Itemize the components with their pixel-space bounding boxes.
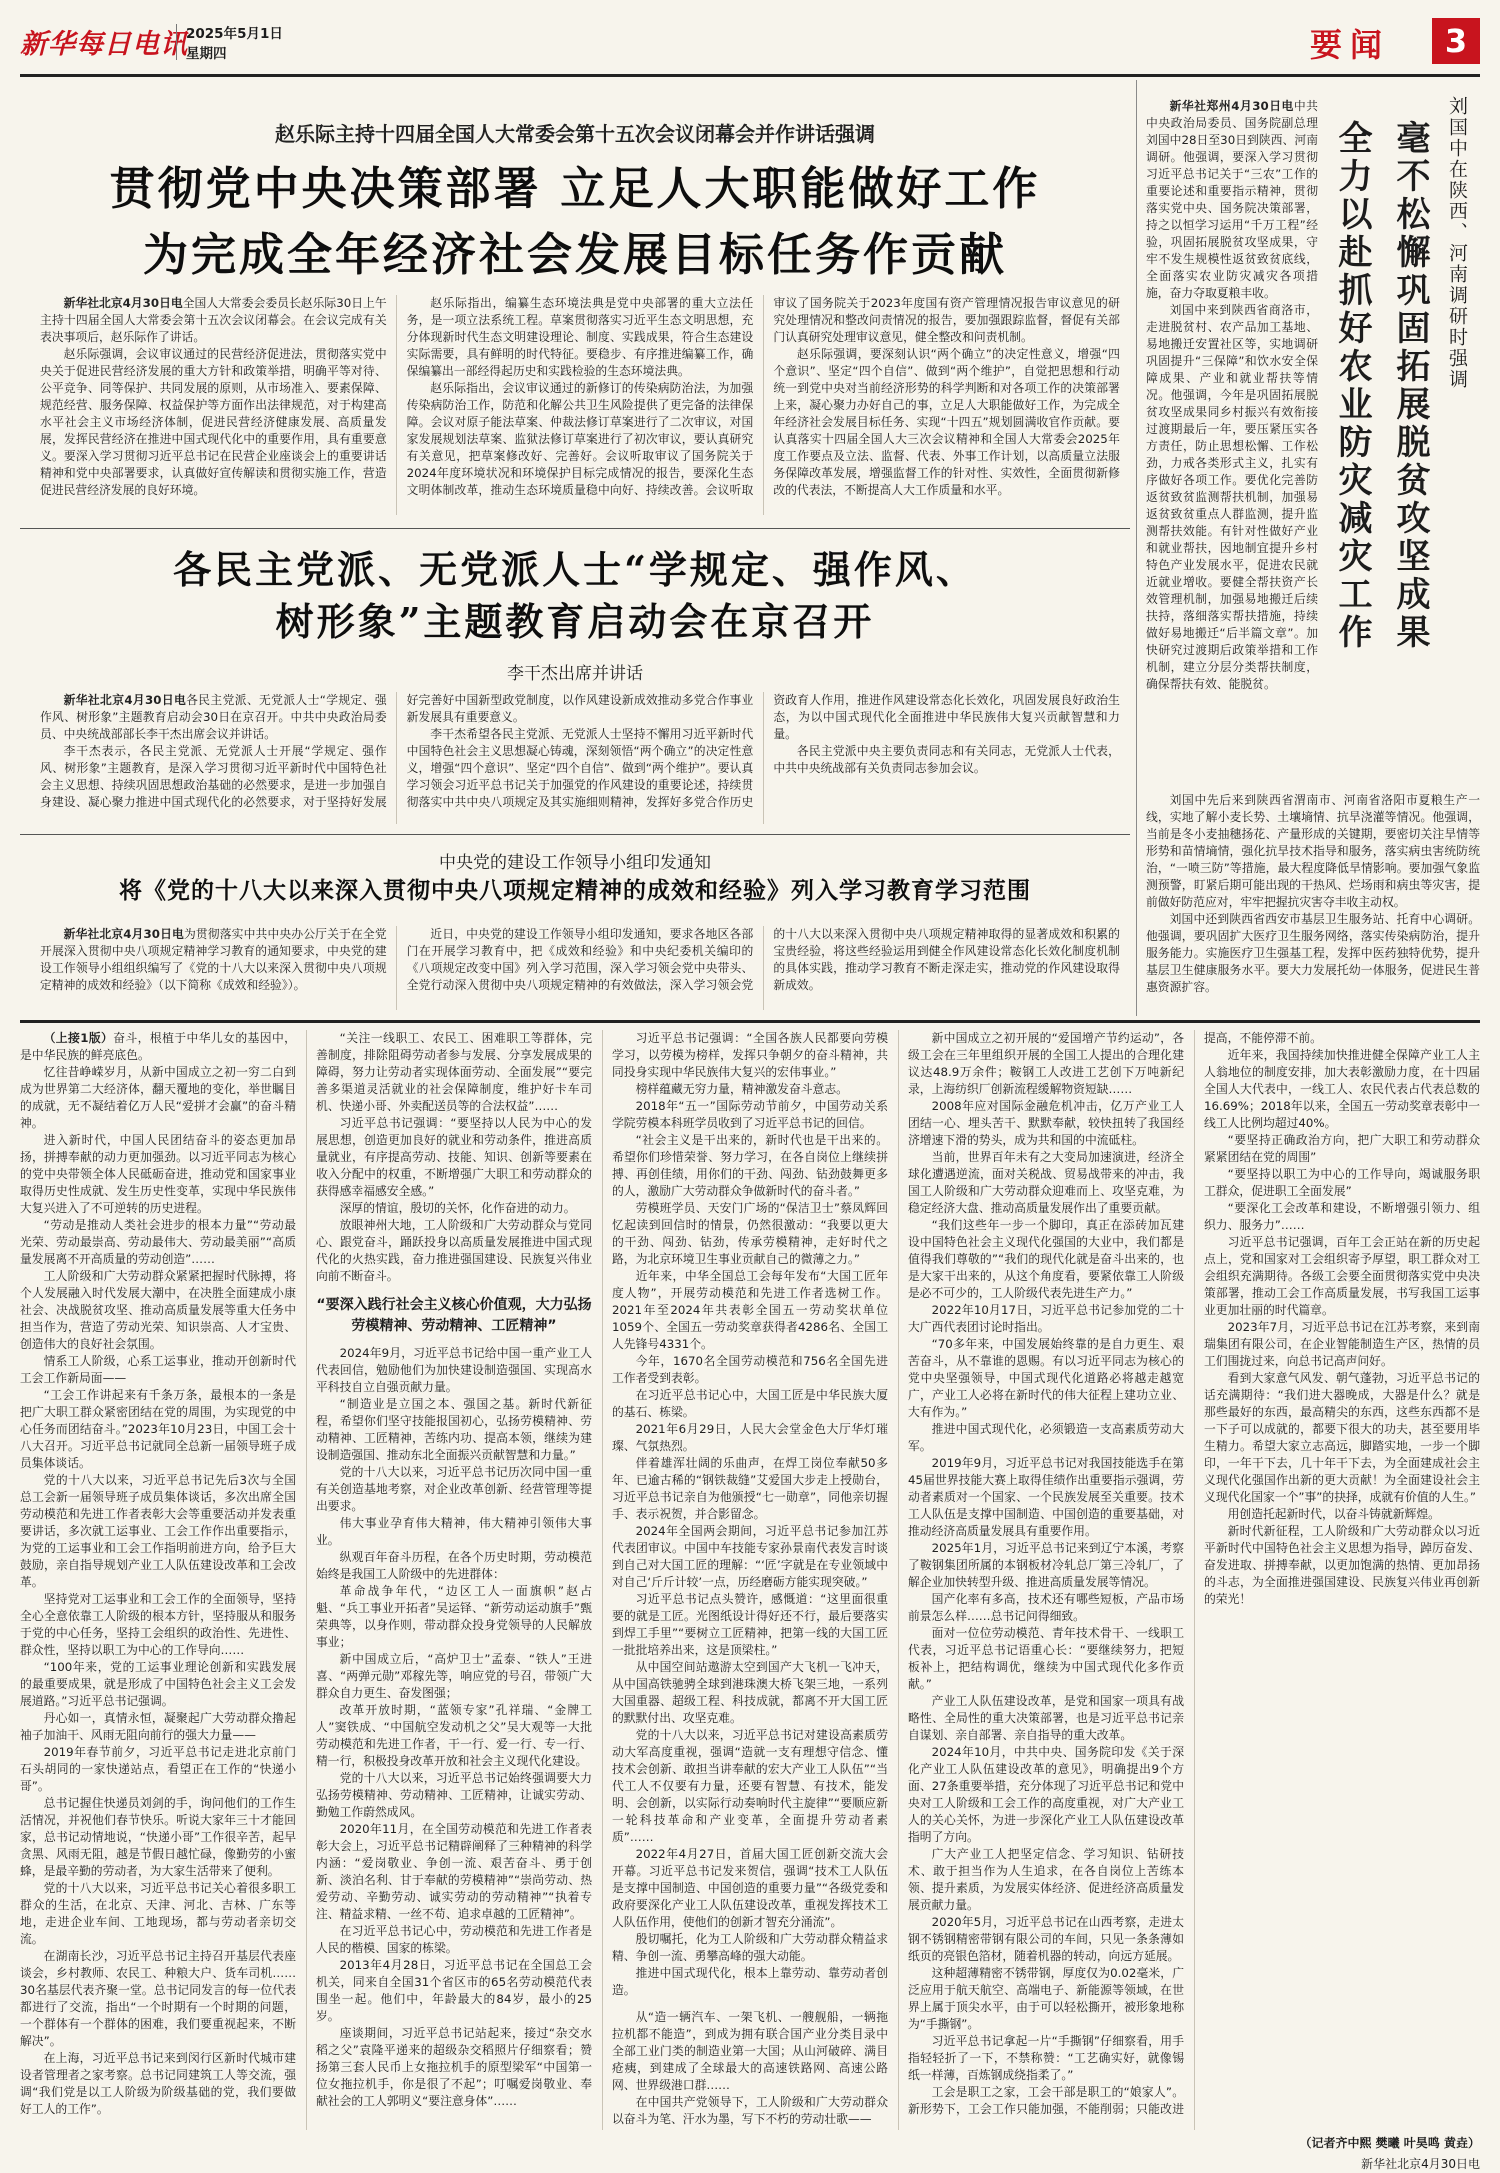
masthead-rule	[20, 74, 1480, 77]
article-2-headline-line2: 树形象”主题教育启动会在京召开	[275, 599, 875, 644]
article-4-vertical-title-1: 毫不松懈巩固拓展脱贫攻坚成果	[1390, 120, 1430, 652]
continuation-paragraph: 殷切嘱托，化为工人阶级和广大劳动群众精益求精、争创一流、勇攀高峰的强大动能。	[612, 1932, 888, 1963]
continuation-paragraph: 习近平总书记拿起一片“手撕钢”仔细察看，用手指轻轻折了一下，不禁称赞：“工艺确实好，就像锡纸一样薄，百炼钢成绕指柔了。”	[908, 2034, 1184, 2082]
continuation-paragraph: 在上海，习近平总书记来到闵行区新时代城市建设者管理者之家考察。总书记同建筑工人等交流，强调“我们党是以工人阶级为阶级基础的党，我们要做好工人的工作”。	[20, 2051, 296, 2116]
continuation-paragraph: 2024年10月，中共中央、国务院印发《关于深化产业工人队伍建设改革的意见》，明确提出9个方面、27条重要举措，充分体现了习近平总书记和党中央对工人阶级和工会工作的高度重视，对广大产业工人的关心关怀，为进一步深化产业工人队伍建设改革指明了方向。	[908, 1745, 1184, 1844]
continuation-paragraph: 看到大家意气风发、朝气蓬勃，习近平总书记的话充满期待：“我们进大器晚成，大器是什么？就是那些最好的东西，最高精尖的东西，这些东西都不是一下子可以成就的，都要下很大的功夫，甚至要用毕生精力。希望大家立志高远，脚踏实地，一步一个脚印，一年干下去，几十年干下去，为全面建成社会主义现代化强国作出新的更大贡献！为全面建设社会主义现代化国家一个”事”的抉择，成就有价值的人生。”	[1204, 1371, 1480, 1504]
continuation-paragraph: 伴着雄浑壮阔的乐曲声，在焊工岗位奉献50多年、已逾古稀的“钢铁裁缝”艾爱国大步走上授勋台，习近平总书记亲自为他颁授“七一勋章”，同他亲切握手、表示祝贺，并合影留念。	[612, 1456, 888, 1521]
column-divider	[1136, 80, 1137, 1016]
article-4-paragraph: 刘国中来到陕西省商洛市，走进脱贫村、农产品加工基地、易地搬迁安置社区等，实地调研巩固提升“三保障”和饮水安全保障成果、产业和就业帮扶等情况。他强调，今年是巩固拓展脱贫攻坚成果同乡村振兴有效衔接过渡期最后一年，要压紧压实各方责任，防止思想松懈、工作松劲，力戒各类形式主义，扎实有序做好各项工作。要优化完善防返贫致贫监测帮扶机制，加强易返贫致贫重点人群监测，提升监测帮扶效能。有针对性做好产业和就业帮扶，因地制宜提升乡村特色产业发展水平，促进农民就近就业增收。要健全帮扶资产长效管理机制，加强易地搬迁后续扶持，落细落实帮扶措施，持续做好易地搬迁“后半篇文章”。加快研究过渡期后政策举措和工作机制，建立分层分类帮扶制度，确保帮扶有效、能脱贫。	[1146, 303, 1318, 691]
article-3-paragraph: 近日，中央党的建设工作领导小组印发通知，要求各地区各部门在开展学习教育中，把《成效和经验》和中央纪委机关编印的《八项规定改变中国》列入学习范围，深入学习领会党中央带头、全党行动深入贯彻中央八项规定精神的有效做法，深入学习领会党的十八大以来深入贯彻中央八项规定精神取得的显著成效和积累的宝贵经验，将这些经验运用到健全作风建设常态化长效化制度机制的具体实践，推动学习教育不断走深走实，推动党的作风建设取得新成效。	[406, 927, 1120, 992]
continuation-paragraph: 近年来，中华全国总工会每年发布“大国工匠年度人物”，开展劳动模范和先进工作者选树工作。2021年至2024年共表彰全国五一劳动奖状单位1059个、全国五一劳动奖章获得者4286名、全国工人先锋号4331个。	[612, 1269, 888, 1351]
section-label: 要闻	[1310, 26, 1391, 64]
article-4-vertical-headline: 刘国中在陕西、河南调研时强调	[1446, 96, 1468, 390]
article-2-paragraph: 李干杰表示，各民主党派、无党派人士开展“学规定、强作风、树形象”主题教育，是深入学习贯彻习近平新时代中国特色社会主义思想、持续巩固思想政治基础的必然要求，是进一步加强自身建设、凝心聚力推进中国式现代化的必然要求，对于坚持好发展好完善好中国新型政党制度，以作风建设新成效推动多党合作事业新发展具有重要意义。	[40, 693, 754, 809]
article-2-paragraph: 新华社北京4月30日电各民主党派、无党派人士“学规定、强作风、树形象”主题教育启动会30日在京召开。中共中央政治局委员、中央统战部部长李干杰出席会议并讲话。	[40, 693, 387, 741]
issue-weekday: 星期四	[186, 46, 227, 62]
continuation-paragraph: 党的十八大以来，习近平总书记始终强调要大力弘扬劳模精神、劳动精神、工匠精神，让诚实劳动、勤勉工作蔚然成风。	[316, 1771, 592, 1819]
continuation-paragraph: 2024年全国两会期间，习近平总书记参加江苏代表团审议。中国中车技能专家孙景南代表发言时谈到自己对大国工匠的理解：“‘匠’字就是在专业领域中对自己‘斤斤计较’一点，历经磨砺方能实现突破。”	[612, 1524, 888, 1589]
article-1-paragraph: 赵乐际强调，要深刻认识“两个确立”的决定性意义，增强“四个意识”、坚定“四个自信”、做到“两个维护”，自觉把思想和行动统一到党中央对当前经济形势的科学判断和对各项工作的决策部署上来，凝心聚力办好自己的事，立足人大职能做好工作，为完成全年经济社会发展目标任务、实现“十四五”规划圆满收官作贡献。要认真落实十四届全国人大三次会议精神和全国人大常委会2025年度工作要点及立法、监督、代表、外事工作计划，以高质量立法服务保障改革发展，增强监督工作的针对性、实效性，全面贯彻新修改的代表法，不断提高人大工作质量和水平。	[773, 347, 1120, 497]
article-1	[20, 80, 1130, 524]
continuation-paragraph: 今年，1670名全国劳动模范和756名全国先进工作者受到表彰。	[612, 1354, 888, 1385]
article-3-headline: 将《党的十八大以来深入贯彻中央八项规定精神的成效和经验》列入学习教育学习范围	[119, 877, 1031, 904]
continuation-paragraph: “工会工作讲起来有千条万条，最根本的一条是把广大职工群众紧密团结在党的周围，为实现党的中心任务而团结奋斗。”2023年10月23日，中国工会十八大召开。习近平总书记就同全总新一届领导班子成员集体谈话。	[20, 1388, 296, 1470]
continuation-paragraph: 党的十八大以来，习近平总书记对建设高素质劳动大军高度重视，强调“造就一支有理想守信念、懂技术会创新、敢担当讲奉献的宏大产业工人队伍”“当代工人不仅要有力量，还要有智慧、有技术，能发明、会创新，以实际行动奏响时代主旋律”“要顺应新一轮科技革命和产业变革，全面提升劳动者素质”……	[612, 1728, 888, 1844]
continuation-paragraph: “要坚持正确政治方向，把广大职工和劳动群众紧紧团结在党的周围”	[1204, 1133, 1480, 1164]
continuation-paragraph: 革命战争年代，“边区工人一面旗帜”赵占魁、“兵工事业开拓者”吴运铎、“新劳动运动旗手”甄荣典等，以身作则，带动群众投身党领导的人民解放事业；	[316, 1584, 592, 1649]
continuation-paragraph: “要深化工会改革和建设，不断增强引领力、组织力、服务力”……	[1204, 1201, 1480, 1232]
continuation-paragraph: 伟大事业孕育伟大精神，伟大精神引领伟大事业。	[316, 1516, 592, 1547]
article-2-headline-line1: 各民主党派、无党派人士“学规定、强作风、	[173, 547, 977, 592]
continuation-paragraph: “要坚持以职工为中心的工作导向，竭诚服务职工群众，促进职工全面发展”	[1204, 1167, 1480, 1198]
continuation-paragraph: 2022年4月27日，首届大国工匠创新交流大会开幕。习近平总书记发来贺信，强调“技术工人队伍是支撑中国制造、中国创造的重要力量”“各级党委和政府要深化产业工人队伍建设改革，重视发挥技术工人队伍作用，使他们的创新才智充分涌流”。	[612, 1847, 888, 1929]
article-1-paragraph: 新华社北京4月30日电全国人大常委会委员长赵乐际30日上午主持十四届全国人大常委会第十五次会议闭幕会。在会议完成有关表决事项后，赵乐际作了讲话。	[40, 296, 387, 344]
article-2-body	[40, 692, 1120, 824]
continuation-paragraph: 在习近平总书记心中，大国工匠是中华民族大厦的基石、栋梁。	[612, 1388, 888, 1419]
continuation-paragraph: 深厚的情谊，殷切的关怀，化作奋进的动力。	[339, 1201, 576, 1215]
continuation-paragraph: 进入新时代，中国人民团结奋斗的姿态更加昂扬，拼搏奉献的动力更加强劲。以习近平同志为核心的党中央带领全体人民砥砺奋进，推动党和国家事业取得历史性成就、发生历史性变革，实现中华民族伟大复兴进入了不可逆转的历史进程。	[20, 1133, 296, 1215]
continuation-paragraph: “我们这些年一步一个脚印，真正在添砖加瓦建设中国特色社会主义现代化强国的大业中，我们都是值得我们尊敬的”“我们的现代化就是奋斗出来的，也是大家干出来的，从这个角度看，要紧依靠工人阶级是必不可少的，工人阶级代表先进生产力。”	[908, 1218, 1184, 1300]
continuation-paragraph: 2022年10月17日，习近平总书记参加党的二十大广西代表团讨论时指出。	[908, 1303, 1184, 1334]
continuation-paragraph: 推进中国式现代化，根本上靠劳动、靠劳动者创造。	[612, 1966, 888, 1997]
continuation-paragraph: 丹心如一，真情永恒，凝聚起广大劳动群众撸起袖子加油干、风雨无阻向前行的强大力量——	[20, 1711, 296, 1742]
continuation-paragraph: 新中国成立后，“高炉卫士”孟泰、“铁人”王进喜、“两弹元勋”邓稼先等，响应党的号召，带领广大群众自力更生、奋发图强；	[316, 1652, 592, 1700]
continuation-paragraph: 习近平总书记点头赞许，感慨道：“这里面很重要的就是工匠。光图纸设计得好还不行，最后要落实到焊工手里”“要树立工匠精神，把第一线的大国工匠一批批培养出来，这是顶梁柱。”	[612, 1592, 888, 1657]
continuation-paragraph: 坚持党对工运事业和工会工作的全面领导，坚持全心全意依靠工人阶级的根本方针，坚持服从和服务于党的中心任务，坚持工会组织的政治性、先进性、群众性，坚持以职工为中心的工作导向……	[20, 1592, 296, 1657]
continuation-paragraph: 情系工人阶级，心系工运事业，推动开创新时代工会工作新局面——	[20, 1354, 296, 1385]
article-4	[1142, 80, 1480, 1016]
continuation-paragraph: 2024年9月，习近平总书记给中国一重产业工人代表回信，勉励他们为加快建设制造强国、实现高水平科技自立自强贡献力量。	[316, 1346, 592, 1394]
continuation-paragraph: 党的十八大以来，习近平总书记关心着很多职工群众的生活，在北京、天津、河北、吉林、广东等地，走进企业车间、工地现场，都与劳动者亲切交流。	[20, 1881, 296, 1946]
continuation-paragraph: 用创造托起新时代，以奋斗铸就新辉煌。	[1227, 1507, 1440, 1521]
continuation-paragraph: 新中国成立之初开展的“爱国增产节约运动”，各级工会在三年里组织开展的全国工人提出的合理化建议达48.9万余件；鞍钢工人改进工艺创下万吨新纪录，上海纺织厂创新流程缓解物资短缺……	[908, 1031, 1184, 1096]
newspaper-logo: 新华每日电讯	[20, 29, 188, 60]
continuation-paragraph: 2023年7月，习近平总书记在江苏考察，来到南瑞集团有限公司，在企业智能制造生产区，热情的员工们围拢过来，向总书记高声问好。	[1204, 1320, 1480, 1368]
article-4-paragraph: 刘国中先后来到陕西省渭南市、河南省洛阳市夏粮生产一线，实地了解小麦长势、土壤墒情、抗旱浇灌等情况。他强调，当前是冬小麦抽穗扬花、产量形成的关键期，要密切关注旱情等形势和苗情墒情，强化抗旱技术指导和服务，落实病虫害统防统治，“一喷三防”等措施，最大程度降低旱情影响。要加强气象监测预警，盯紧后期可能出现的干热风、烂场雨和病虫等灾害，提前做好防范应对，牢牢把握抗灾害夺丰收主动权。	[1146, 793, 1480, 909]
continuation-paragraph: 党的十八大以来，习近平总书记先后3次与全国总工会新一届领导班子成员集体谈话，多次出席全国劳动模范和先进工作者表彰大会等重要活动并发表重要讲话，多次就工运事业、工会工作作出重要指示，为党的工运事业和工会工作指明前进方向，给予巨大鼓励，亲自指导规划产业工人队伍建设改革和工会改革。	[20, 1473, 296, 1589]
article-1-paragraph: 赵乐际强调，会议审议通过的民营经济促进法，贯彻落实党中央关于促进民营经济发展的重大方针和政策举措，明确平等对待、公平竞争、同等保护、共同发展的原则，从市场准入、要素保障、规范经营、服务保障、权益保护等方面作出法律规范，对于构建高水平社会主义市场经济体制，促进民营经济健康发展、高质量发展，发挥民营经济在推进中国式现代化中的重要作用，具有重要意义。要深入学习贯彻习近平总书记在民营企业座谈会上的重要讲话精神和党中央部署要求，认真做好宣传解读和贯彻实施工作，营造促进民营经济发展的良好环境。	[40, 347, 387, 497]
article-3-paragraph: 新华社北京4月30日电为贯彻落实中共中央办公厅关于在全党开展深入贯彻中央八项规定精神学习教育的通知要求，中央党的建设工作领导小组组织编写了《党的十八大以来深入贯彻中央八项规定精神的成效和经验》（以下简称《成效和经验》）。	[40, 927, 387, 992]
article-2-kicker: 李干杰出席并讲话	[507, 664, 643, 684]
article-2-paragraph: 各民主党派中央主要负责同志和有关同志，无党派人士代表，中共中央统战部有关负责同志参加会议。	[773, 744, 1120, 775]
continuation-paragraph: 2021年6月29日，人民大会堂金色大厅华灯璀璨、气氛热烈。	[612, 1422, 888, 1453]
continuation-paragraph: “制造业是立国之本、强国之基。新时代新征程，希望你们坚守技能报国初心，弘扬劳模精神、劳动精神、工匠精神，苦练内功、提高本领，继续为建设制造强国、推动东北全面振兴贡献智慧和力量。”	[316, 1397, 592, 1462]
article-4-dateline: 新华社郑州4月30日电	[1169, 99, 1294, 113]
continuation-paragraph: “关注一线职工、农民工、困难职工等群体，完善制度，排除阻碍劳动者参与发展、分享发展成果的障碍，努力让劳动者实现体面劳动、全面发展”“要完善多渠道灵活就业的社会保障制度，维护好卡车司机、快递小哥、外卖配送员等的合法权益”……	[316, 1031, 592, 1113]
continuation-paragraph: 座谈期间，习近平总书记站起来，接过“杂交水稻之父”袁隆平递来的超级杂交稻照片仔细察看；赞扬第三套人民币上女拖拉机手的原型梁军“中国第一位女拖拉机手，你是很了不起”；叮嘱爱岗敬业、奉献社会的工人郭明义“要注意身体”……	[316, 2026, 592, 2108]
issue-date: 2025年5月1日	[186, 26, 283, 42]
masthead-divider	[176, 24, 177, 60]
footer-dateline: 新华社北京4月30日电	[1361, 2157, 1480, 2171]
article-1-headline-line2: 为完成全年经济社会发展目标任务作贡献	[142, 228, 1007, 281]
continuation-paragraph: 党的十八大以来，习近平总书记历次同中国一重有关创造基地考察，对企业改革创新、经营管理等提出要求。	[316, 1465, 592, 1513]
article-1-paragraph: 赵乐际指出，会议审议通过的新修订的传染病防治法，为加强传染病防治工作，防范和化解公共卫生风险提供了更完备的法律保障。会议对原子能法草案、仲裁法修订草案进行了二次审议，对国家发展规划法草案、监狱法修订草案进行了初次审议，要认真研究有关意见，把草案修改好、完善好。会议听取审议了国务院关于2024年度环境状况和环境保护目标完成情况的报告，要深化生态文明体制改革，推动生态环境质量稳中向好、持续改善。会议听取审议了国务院关于2023年度国有资产管理情况报告审议意见的研究处理情况和整改问责情况的报告，要加强跟踪监督，督促有关部门认真研究处理审议意见，健全整改和问责机制。	[406, 296, 1120, 497]
article-3-kicker: 中央党的建设工作领导小组印发通知	[439, 853, 711, 873]
continuation-paragraph: “社会主义是干出来的，新时代也是干出来的。希望你们珍惜荣誉、努力学习，在各自岗位上继续拼搏、再创佳绩，用你们的干劲、闯劲、钻劲鼓舞更多的人，激励广大劳动群众争做新时代的奋斗者。”	[612, 1133, 888, 1198]
article-1-bottom-rule	[20, 528, 1130, 529]
continuation-paragraph: 在习近平总书记心中，劳动模范和先进工作者是人民的楷模、国家的栋梁。	[316, 1924, 592, 1955]
article-4-paragraph: 新华社郑州4月30日电中共中央政治局委员、国务院副总理刘国中28日至30日到陕西、河南调研。他强调，要深入学习贯彻习近平总书记关于“三农”工作的重要论述和重要指示精神，贯彻落实党中央、国务院决策部署，持之以恒学习运用“千万工程”经验，巩固拓展脱贫攻坚成果，守牢不发生规模性返贫致贫底线，全面落实农业防灾减灾各项措施，奋力夺取夏粮丰收。	[1146, 99, 1318, 300]
page-number-badge	[1432, 18, 1480, 64]
article-3-body	[40, 926, 1120, 1010]
continuation-paragraph: 习近平总书记强调，百年工会正站在新的历史起点上，党和国家对工会组织寄予厚望，职工群众对工会组织充满期待。各级工会要全面贯彻落实党中央决策部署，推动工会工作高质量发展，书写我国工运事业更加壮丽的时代篇章。	[1204, 1235, 1480, 1317]
reporter-signature: （记者齐中熙 樊曦 叶昊鸣 黄垚）	[1299, 2136, 1480, 2150]
continuation-paragraph: 习近平总书记强调：“全国各族人民都要向劳模学习，以劳模为榜样，发挥只争朝夕的奋斗精神，共同投身实现中华民族伟大复兴的宏伟事业。”	[612, 1031, 888, 1079]
continuation-paragraph: 新时代新征程，工人阶级和广大劳动群众以习近平新时代中国特色社会主义思想为指导，踔厉奋发、奋发进取、拼搏奉献，以更加饱满的热情、更加昂扬的斗志，为全面推进强国建设、民族复兴伟业再创新的荣光！	[1204, 1524, 1480, 1606]
article-4-body-bottom	[1146, 792, 1480, 1012]
continuation-paragraph: 2013年4月28日，习近平总书记在全国总工会机关，同来自全国31个省区市的65名劳动模范代表围坐一起。他们中，年龄最大的84岁，最小的25岁。	[316, 1958, 592, 2023]
continuation-paragraph: 放眼神州大地，工人阶级和广大劳动群众与党同心、跟党奋斗，踊跃投身以高质量发展推进中国式现代化的火热实践，奋力推进强国建设、民族复兴伟业向前不断奋斗。	[316, 1218, 592, 1283]
continuation-subheading-1: “要深入践行社会主义核心价值观，大力弘扬劳模精神、劳动精神、工匠精神”	[316, 1297, 592, 1334]
article-1-paragraph: 赵乐际指出，编纂生态环境法典是党中央部署的重大立法任务，是一项立法系统工程。草案贯彻落实习近平生态文明思想，充分体现新时代生态文明建设理论、制度、实践成果，符合生态建设实际需要，具有鲜明的时代特征。要稳步、有序推进编纂工作，确保编纂出一部经得起历史和实践检验的生态环境法典。	[406, 296, 754, 378]
masthead	[20, 18, 1480, 68]
continuation-paragraph: （上接1版）奋斗，根植于中华儿女的基因中，是中华民族的鲜亮底色。	[20, 1031, 296, 1062]
continuation-paragraph: 纵观百年奋斗历程，在各个历史时期，劳动模范始终是我国工人阶级中的先进群体：	[316, 1550, 592, 1581]
article-4-paragraph: 刘国中还到陕西省西安市基层卫生服务站、托育中心调研。他强调，要巩固扩大医疗卫生服务网络，落实传染病防治，提升服务能力。实施医疗卫生强基工程，发挥中医药独特优势，提升基层卫生健康服务水平。要大力发展托幼一体服务，促进民生普惠资源扩容。	[1146, 912, 1480, 994]
continuation-paragraph: 2020年5月，习近平总书记在山西考察，走进太钢不锈钢精密带钢有限公司的车间，只见一条条薄如纸页的亮银色箔材，随着机器的转动，向远方延展。	[908, 1915, 1184, 1963]
continuation-paragraph: 工会是职工之家，工会干部是职工的“娘家人”。新形势下，工会工作只能加强，不能削弱；只能改进提高，不能停滞不前。	[908, 1031, 1322, 2116]
article-footer	[1170, 2130, 1480, 2170]
continuation-paragraph: 2008年应对国际金融危机冲击，亿万产业工人团结一心、埋头苦干、默默奉献，较快扭转了我国经济增速下滑的势头，成为共和国的中流砥柱。	[908, 1099, 1184, 1147]
article-2-dateline: 新华社北京4月30日电	[63, 693, 187, 707]
article-3	[20, 838, 1130, 1016]
article-1-kicker: 赵乐际主持十四届全国人大常委会第十五次会议闭幕会并作讲话强调	[275, 122, 875, 146]
continuation-paragraph: 在湖南长沙，习近平总书记主持召开基层代表座谈会，乡村教师、农民工、种粮大户、货车司机……30名基层代表齐聚一堂。总书记同发言的每一位代表都进行了交流，指出“一个时期有一个时期的问题，一个群体有一个群体的困难，我们要重视起来，不断解决”。	[20, 1949, 296, 2048]
continuation-paragraph: 改革开放时期，“蓝领专家”孔祥瑞、“金牌工人”窦铁成、“中国航空发动机之父”吴大观等一大批劳动模范和先进工作者，干一行、爱一行、专一行、精一行，积极投身改革开放和社会主义现代化建设。	[316, 1703, 592, 1768]
continuation-paragraph: 推进中国式现代化，必须锻造一支高素质劳动大军。	[908, 1422, 1184, 1453]
article-4-body-top	[1146, 98, 1318, 788]
continuation-paragraph: 2018年“五一”国际劳动节前夕，中国劳动关系学院劳模本科班学员收到了习近平总书记的回信。	[612, 1099, 888, 1130]
continuation-paragraph: 国产化率有多高，技术还有哪些短板，产品市场前景怎么样……总书记问得细致。	[908, 1592, 1184, 1623]
continuation-paragraph: 当前，世界百年未有之大变局加速演进，经济全球化遭遇逆流，面对关税战、贸易战带来的冲击，我国工人阶级和广大劳动群众迎难而上、攻坚克难，为稳定经济大盘、推动高质量发展作出了重要贡献。	[908, 1150, 1184, 1215]
page-number: 3	[1444, 22, 1468, 60]
article-2-bottom-rule	[20, 834, 1130, 835]
article-1-dateline: 新华社北京4月30日电	[63, 296, 183, 310]
continuation-paragraph: 榜样蕴藏无穷力量，精神激发奋斗意志。	[635, 1082, 848, 1096]
continuation-paragraph: 从“造一辆汽车、一架飞机、一艘舰船，一辆拖拉机都不能造”，到成为拥有联合国产业分类目录中全部工业门类的制造业第一大国；从山河破碎、满目疮痍，到建成了全球最大的高速铁路网、高速公路网、世界级港口群……	[612, 2010, 888, 2092]
continuation-paragraph: 这种超薄精密不锈带钢，厚度仅为0.02毫米，广泛应用于航天航空、高端电子、新能源等领域，在世界上属于顶尖水平，由于可以轻松撕开，被形象地称为“手撕钢”。	[908, 1966, 1184, 2031]
continuation-paragraph: 2019年9月，习近平总书记对我国技能选手在第45届世界技能大赛上取得佳绩作出重要指示强调，劳动者素质对一个国家、一个民族发展至关重要。技术工人队伍是支撑中国制造、中国创造的重要基础，对推动经济高质量发展具有重要作用。	[908, 1456, 1184, 1538]
article-1-headline-line1: 贯彻党中央决策部署 立足人大职能做好工作	[109, 162, 1041, 215]
continuation-paragraph: 在中国共产党领导下，工人阶级和广大劳动群众以奋斗为笔、汗水为墨，写下不朽的劳动壮歌——	[612, 2095, 888, 2126]
continuation-paragraph: 从中国空间站遨游太空到国产大飞机一飞冲天，从中国高铁驰骋全球到港珠澳大桥飞架三地，一系列大国重器、超级工程、科技成就，都离不开大国工匠的默默付出、攻坚克难。	[612, 1660, 888, 1725]
continuation-paragraph: 劳模班学员、天安门广场的“保洁卫士”蔡凤辉回忆起读到回信时的情景，仍然很激动：“我要以更大的干劲、闯劲、钻劲，传承劳模精神，走好时代之路，为北京环境卫生事业贡献自己的微薄之力。”	[612, 1201, 888, 1266]
article-1-body	[40, 295, 1120, 515]
continuation-paragraph: 2025年1月，习近平总书记来到辽宁本溪，考察了鞍钢集团所属的本钢板材冷轧总厂第三冷轧厂，了解企业加快转型升级、推进高质量发展等情况。	[908, 1541, 1184, 1589]
continuation-paragraph: 习近平总书记强调：“要坚持以人民为中心的发展思想，创造更加良好的就业和劳动条件，推进高质量就业，有序提高劳动、技能、知识、创新等要素在收入分配中的权重，不断增强广大职工和劳动群众的获得感幸福感安全感。”	[316, 1116, 592, 1198]
article-2	[20, 532, 1130, 830]
continuation-paragraph: 广大产业工人把坚定信念、学习知识、钻研技术、敢于担当作为人生追求，在各自岗位上苦练本领、提升素质，为发展实体经济、促进经济高质量发展贡献力量。	[908, 1847, 1184, 1912]
continuation-paragraph: 产业工人队伍建设改革，是党和国家一项具有战略性、全局性的重大决策部署，也是习近平总书记亲自谋划、亲自部署、亲自指导的重大改革。	[908, 1694, 1184, 1742]
section-divider	[20, 1020, 1480, 1023]
continuation-paragraph: 近年来，我国持续加快推进健全保障产业工人主人翁地位的制度安排，加大表彰激励力度，在十四届全国人大代表中，一线工人、农民代表占代表总数的16.69%；2018年以来，全国五一劳动奖章表彰中一线工人比例均超过40%。	[1204, 1048, 1480, 1130]
continuation-paragraph: “100年来，党的工运事业理论创新和实践发展的最重要成果，就是形成了中国特色社会主义工会发展道路。”习近平总书记强调。	[20, 1660, 296, 1708]
continuation-paragraph: 2020年11月，在全国劳动模范和先进工作者表彰大会上，习近平总书记精辟阐释了三种精神的科学内涵：“爱岗敬业、争创一流、艰苦奋斗、勇于创新、淡泊名利、甘于奉献的劳模精神”“崇尚劳动、热爱劳动、辛勤劳动、诚实劳动的劳动精神”“执着专注、精益求精、一丝不苟、追求卓越的工匠精神”。	[316, 1822, 592, 1921]
continuation-paragraph: 总书记握住快递员刘剑的手，询问他们的工作生活情况，并祝他们春节快乐。听说大家年三十才能回家，总书记动情地说，“快递小哥”工作很辛苦，起早贪黑、风雨无阻，越是节假日越忙碌，像勤劳的小蜜蜂，是最辛勤的劳动者，为大家生活带来了便利。	[20, 1796, 296, 1878]
continued-from-label: （上接1版）	[43, 1031, 114, 1045]
article-3-dateline: 新华社北京4月30日电	[63, 927, 184, 941]
article-2-paragraph: 李干杰希望各民主党派、无党派人士坚持不懈用习近平新时代中国特色社会主义思想凝心铸魂，深刻领悟“两个确立”的决定性意义，增强“四个意识”、坚定“四个自信”、做到“两个维护”。要认真学习领会习近平总书记关于加强党的作风建设的重要论述，持续贯彻落实中共中央八项规定及其实施细则精神，发挥好多党合作历史资政育人作用，推进作风建设常态化长效化，巩固发展良好政治生态，为以中国式现代化全面推进中华民族伟大复兴贡献智慧和力量。	[406, 693, 1120, 809]
continuation-paragraph: 2019年春节前夕，习近平总书记走进北京前门石头胡同的一家快递站点，看望正在工作的“快递小哥”。	[20, 1745, 296, 1793]
continuation-paragraph: “劳动是推动人类社会进步的根本力量”“劳动最光荣、劳动最崇高、劳动最伟大、劳动最美丽”“高质量发展离不开高质量的劳动创造”……	[20, 1218, 296, 1266]
continuation-article	[20, 1030, 1480, 2130]
continuation-paragraph: 忆往昔峥嵘岁月，从新中国成立之初一穷二白到成为世界第二大经济体，翻天覆地的变化，举世瞩目的成就，无不凝结着亿万人民“爱拼才会赢”的奋斗精神。	[20, 1065, 296, 1130]
continuation-paragraph: 面对一位位劳动模范、青年技术骨干、一线职工代表，习近平总书记语重心长：“要继续努力，把短板补上，把结构调优，继续为中国式现代化多作贡献。”	[908, 1626, 1184, 1691]
continuation-paragraph: 工人阶级和广大劳动群众紧紧把握时代脉搏，将个人发展融入时代发展大潮中，在决胜全面建成小康社会、决战脱贫攻坚、推动高质量发展等重大任务中担当作为，营造了劳动光荣、知识崇高、人才宝贵、创造伟大的良好社会氛围。	[20, 1269, 296, 1351]
continuation-paragraph: “70多年来，中国发展始终靠的是自力更生、艰苦奋斗，从不靠谁的恩赐。有以习近平同志为核心的党中央坚强领导，中国式现代化道路必将越走越宽广，产业工人必将在新时代的伟大征程上建功立业、大有作为。”	[908, 1337, 1184, 1419]
article-4-vertical-title-2: 全力以赴抓好农业防灾减灾工作	[1332, 120, 1372, 652]
